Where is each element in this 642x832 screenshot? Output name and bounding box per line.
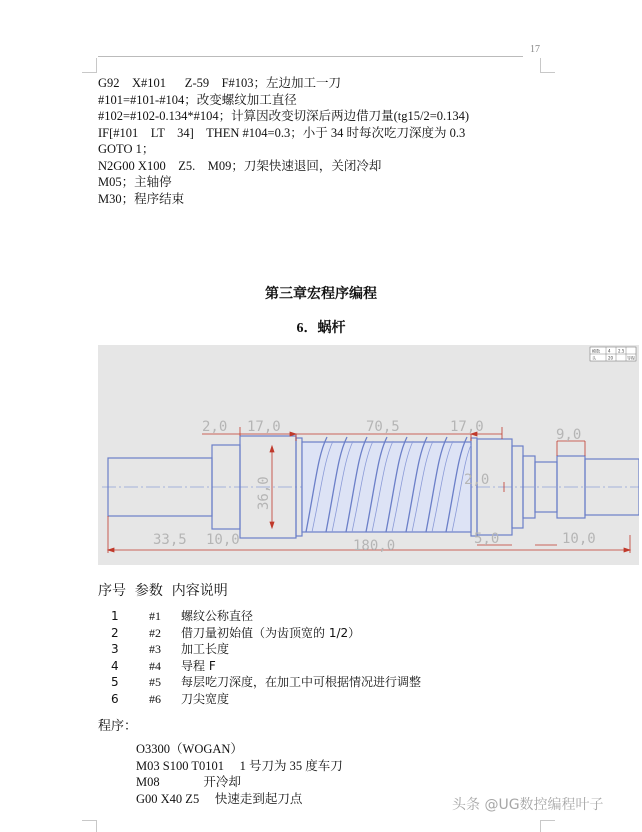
- row-description: 导程 F: [181, 658, 216, 673]
- row-parameter: #3: [149, 642, 161, 657]
- table-row: [111, 625, 531, 642]
- code-line: M05；主轴停: [98, 175, 172, 189]
- row-number: 5: [111, 675, 119, 690]
- row-number: 6: [111, 691, 119, 706]
- crop-mark-bottom-right: [540, 820, 555, 832]
- dimension-label: 10,0: [206, 532, 240, 548]
- dimension-label: 33,5: [153, 532, 187, 548]
- program-line: M03 S100 T0101 1 号刀为 35 度车刀: [136, 758, 343, 773]
- row-description: 加工长度: [181, 642, 230, 657]
- table-row: [111, 674, 531, 691]
- row-parameter: #6: [149, 691, 161, 706]
- program-code-block: [136, 741, 343, 807]
- program-line: G00 X40 Z5 快速走到起刀点: [136, 791, 303, 806]
- title-block-cell: 模数: [592, 348, 600, 354]
- row-parameter: #1: [149, 609, 161, 623]
- dimension-label: 2,0: [464, 472, 490, 488]
- title-block-cell: 头: [592, 355, 596, 361]
- row-description: 刀尖宽度: [181, 691, 230, 706]
- program-label: 程序：: [98, 719, 138, 734]
- row-description: 借刀量初始值（为齿顶宽的 1/2）: [181, 625, 361, 640]
- row-number: 1: [111, 609, 119, 623]
- row-number: 4: [111, 658, 119, 673]
- code-line: #102=#102-0.134*#104；计算因改变切深后两边借刀量(tg15/2=0.134): [98, 109, 470, 123]
- title-block-cell: 导程: [627, 355, 635, 361]
- title-block: [590, 347, 636, 361]
- worm-thread-section: [302, 437, 471, 532]
- section-title: 6．蜗杆: [296, 321, 346, 336]
- worm-shaft-drawing: [98, 345, 639, 565]
- crop-mark-top-left: [82, 58, 97, 73]
- row-parameter: #2: [149, 625, 161, 640]
- dimension-label: 2,0: [202, 419, 228, 435]
- table-row: [111, 641, 531, 658]
- program-line: O3300（WOGAN）: [136, 742, 243, 756]
- code-line: #101=#101-#104；改变螺纹加工直径: [98, 92, 297, 107]
- dimension-label: 36,0: [256, 476, 272, 510]
- parameter-table: [111, 608, 531, 708]
- technical-drawing-svg: [98, 345, 639, 565]
- watermark: 头条 @UG数控编程叶子: [452, 797, 604, 813]
- title-block-cell: 4: [608, 348, 611, 354]
- code-line: IF[#101 LT 34] THEN #104=0.3；小于 34 时每次吃刀深度为 0.3: [98, 125, 466, 140]
- dimension-label: 70,5: [366, 419, 400, 435]
- dimension-label: 180,0: [353, 538, 396, 554]
- dimension-label: 9,0: [556, 427, 582, 443]
- row-parameter: #4: [149, 658, 161, 673]
- program-line: M08 开冷却: [136, 775, 241, 789]
- page-number: 17: [530, 44, 540, 55]
- table-row: [111, 658, 531, 675]
- dimension-label: 17,0: [247, 419, 281, 435]
- table-row: [111, 691, 531, 708]
- code-line: M30；程序结束: [98, 191, 185, 206]
- table-row: [111, 608, 531, 625]
- code-line: N2G00 X100 Z5. M09；刀架快速退回，关闭冷却: [98, 158, 382, 173]
- row-description: 螺纹公称直径: [181, 609, 254, 623]
- crop-mark-bottom-left: [82, 820, 97, 832]
- chapter-title: 第三章宏程序编程: [265, 287, 377, 302]
- row-parameter: #5: [149, 675, 161, 690]
- title-block-cell: 20: [608, 355, 614, 361]
- table-header: 序号 参数 内容说明: [98, 583, 228, 599]
- code-block: [98, 75, 538, 207]
- code-line: GOTO 1；: [98, 142, 155, 156]
- dimension-label: 10,0: [562, 531, 596, 547]
- row-number: 3: [111, 642, 119, 657]
- dimension-label: 5,0: [474, 531, 500, 547]
- crop-mark-top-right: [540, 58, 555, 73]
- dimension-label: 17,0: [450, 419, 484, 435]
- title-block-cell: 2.5: [618, 348, 625, 354]
- code-line: G92 X#101 Z-59 F#103；左边加工一刀: [98, 76, 342, 90]
- header-rule: [98, 56, 523, 57]
- row-number: 2: [111, 625, 119, 640]
- row-description: 每层吃刀深度，在加工中可根据情况进行调整: [181, 675, 422, 690]
